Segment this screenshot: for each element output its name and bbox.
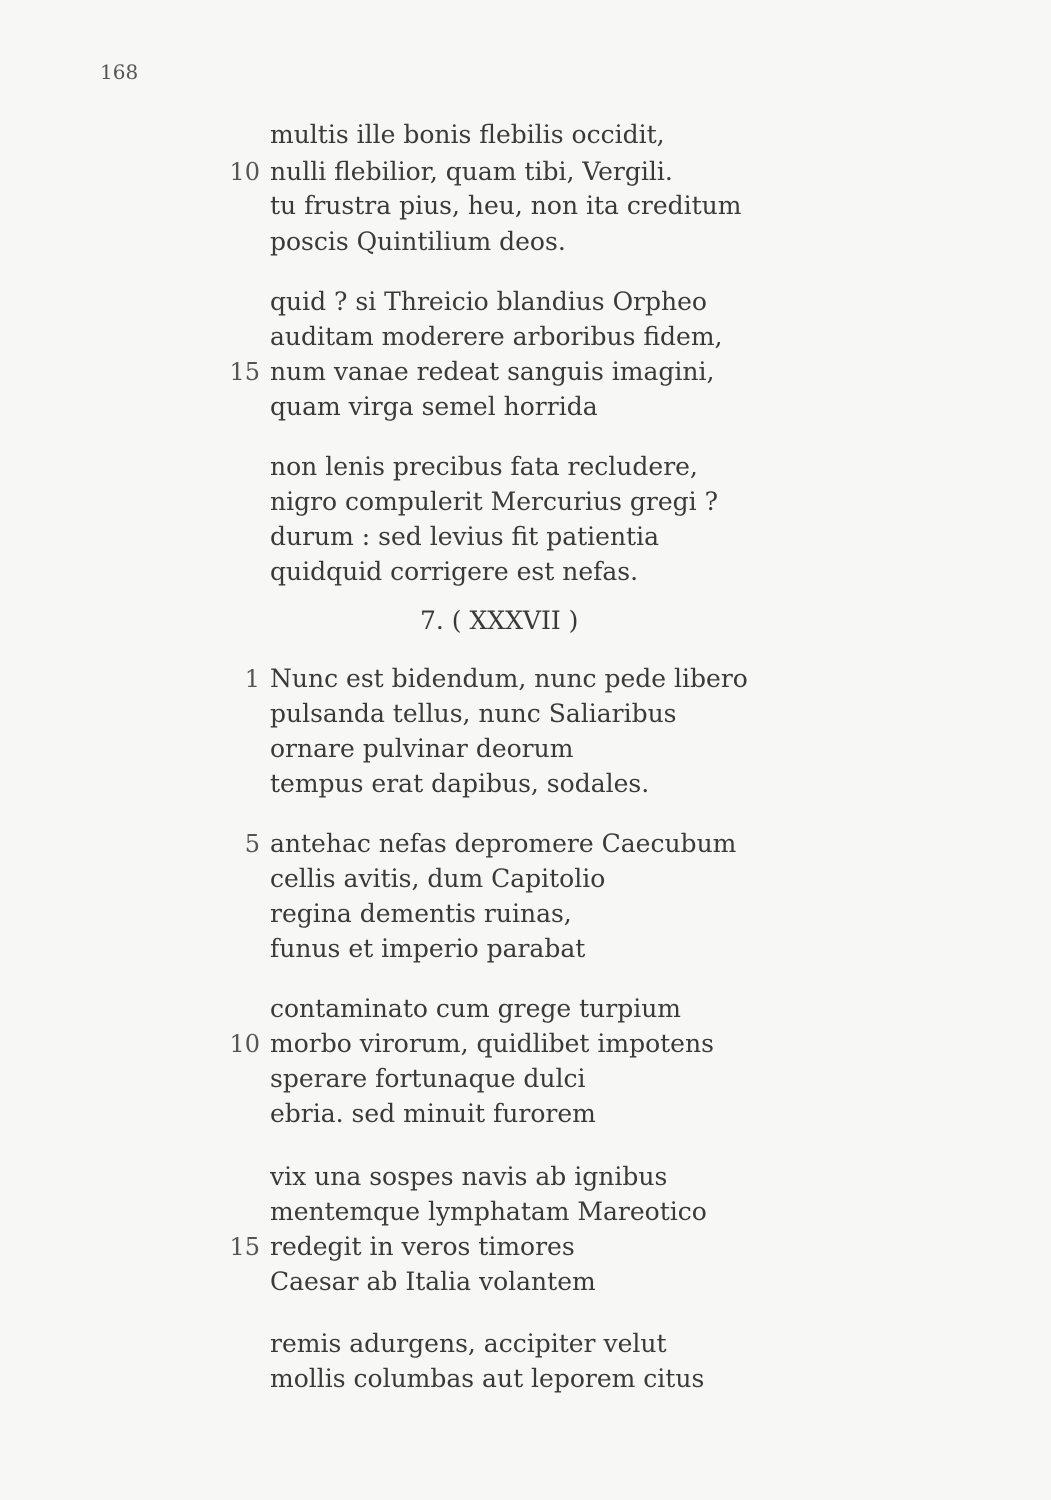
verse-text: tempus erat dapibus, sodales.	[270, 769, 650, 798]
verse-text: mentemque lymphatam Mareotico	[270, 1197, 707, 1226]
verse-text: tu frustra pius, heu, non ita creditum	[270, 191, 742, 220]
line-number: 1	[244, 665, 260, 693]
line-number: 15	[229, 358, 260, 386]
verse-text: vix una sospes navis ab ignibus	[270, 1162, 668, 1191]
verse-text: poscis Quintilium deos.	[270, 227, 566, 256]
verse-text: non lenis precibus fata recludere,	[270, 452, 698, 481]
verse-text: contaminato cum grege turpium	[270, 994, 682, 1023]
poem-heading: 7. ( XXXVII )	[420, 606, 579, 635]
line-number: 5	[244, 830, 260, 858]
verse-text: quid ? si Threicio blandius Orpheo	[270, 287, 707, 316]
verse-text: pulsanda tellus, nunc Saliaribus	[270, 699, 677, 728]
verse-text: durum : sed levius fit patientia	[270, 522, 660, 551]
verse-text: mollis columbas aut leporem citus	[270, 1364, 705, 1393]
verse-text: num vanae redeat sanguis imagini,	[270, 357, 715, 386]
verse-text: Caesar ab Italia volantem	[270, 1267, 596, 1296]
verse-text: ebria. sed minuit furorem	[270, 1099, 596, 1128]
verse-text: cellis avitis, dum Capitolio	[270, 864, 606, 893]
verse-text: remis adurgens, accipiter velut	[270, 1329, 667, 1358]
line-number: 10	[229, 158, 260, 186]
line-number: 15	[229, 1233, 260, 1261]
verse-text: Nunc est bidendum, nunc pede libero	[270, 664, 748, 693]
verse-text: nigro compulerit Mercurius gregi ?	[270, 487, 719, 516]
verse-text: redegit in veros timores	[270, 1232, 575, 1261]
verse-text: multis ille bonis flebilis occidit,	[270, 120, 665, 149]
verse-text: sperare fortunaque dulci	[270, 1064, 586, 1093]
verse-text: auditam moderere arboribus fidem,	[270, 322, 723, 351]
verse-text: quidquid corrigere est nefas.	[270, 557, 639, 586]
verse-text: regina dementis ruinas,	[270, 899, 572, 928]
verse-text: antehac nefas depromere Caecubum	[270, 829, 737, 858]
verse-text: funus et imperio parabat	[270, 934, 586, 963]
page-number: 168	[100, 60, 139, 84]
verse-text: ornare pulvinar deorum	[270, 734, 574, 763]
line-number: 10	[229, 1030, 260, 1058]
verse-text: quam virga semel horrida	[270, 392, 598, 421]
verse-text: nulli flebilior, quam tibi, Vergili.	[270, 157, 673, 186]
verse-text: morbo virorum, quidlibet impotens	[270, 1029, 714, 1058]
